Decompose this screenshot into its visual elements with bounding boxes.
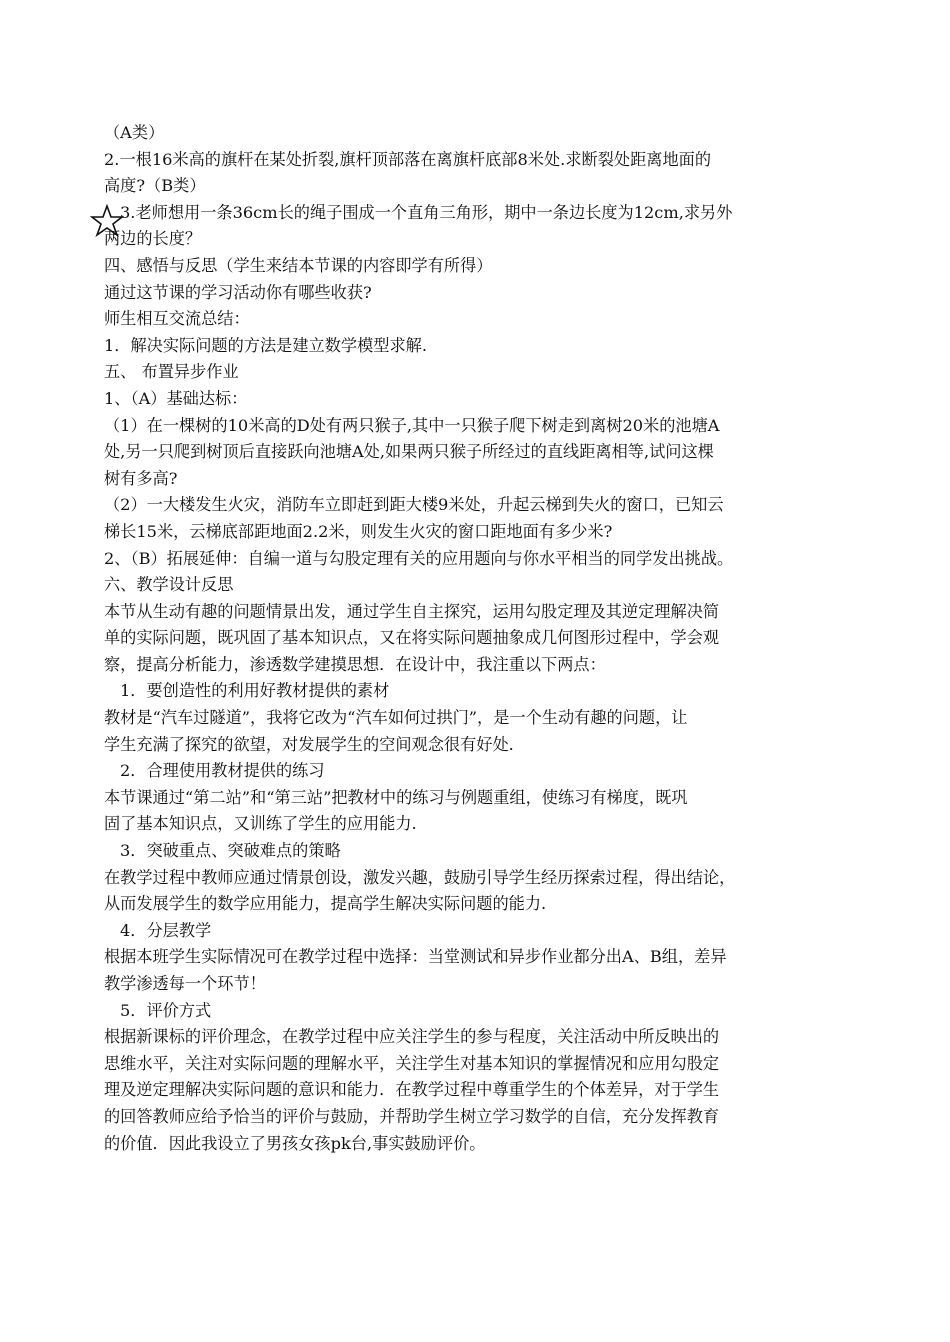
text-line: 的回答教师应给予恰当的评价与鼓励，并帮助学生树立学习数学的自信，充分发挥教育 (104, 1106, 720, 1126)
text-line: 师生相互交流总结： (104, 309, 250, 329)
subheading: 1．要创造性的利用好教材提供的素材 (120, 681, 390, 701)
text-line: 2.一根16米高的旗杆在某处折裂,旗杆顶部落在离旗杆底部8米处.求断裂处距离地面的 (104, 149, 712, 169)
text-line: （2）一大楼发生火灾，消防车立即赶到距大楼9米处，升起云梯到失火的窗口，已知云 (104, 495, 724, 515)
text-line: 教材是“汽车过隧道”，我将它改为“汽车如何过拱门”，是一个生动有趣的问题，让 (104, 708, 688, 728)
text-line: 根据新课标的评价理念，在教学过程中应关注学生的参与程度，关注活动中所反映出的 (104, 1027, 720, 1047)
text-line: 本节课通过“第二站”和“第三站”把教材中的练习与例题重组，使练习有梯度，既巩 (104, 787, 688, 807)
text-line: 固了基本知识点，又训练了学生的应用能力. (104, 814, 417, 834)
subheading: 2．合理使用教材提供的练习 (120, 761, 325, 781)
text-line: 处,另一只爬到树顶后直接跃向池塘A处,如果两只猴子所经过的直线距离相等,试问这棵 (104, 442, 714, 462)
text-line: 1、（A）基础达标： (104, 388, 248, 408)
text-line: 1．解决实际问题的方法是建立数学模型求解. (104, 335, 428, 355)
text-line: 梯长15米，云梯底部距地面2.2米，则发生火灾的窗口距地面有多少米? (104, 521, 613, 541)
section-heading: 五、 布置异步作业 (104, 362, 239, 382)
subheading: 4．分层教学 (120, 920, 212, 940)
section-heading: 四、感悟与反思（学生来结本节课的内容即学有所得） (104, 255, 493, 275)
text-line: 单的实际问题，既巩固了基本知识点，又在将实际问题抽象成几何图形过程中，学会观 (104, 628, 720, 648)
text-line: 在教学过程中教师应通过情景创设，激发兴趣，鼓励引导学生经历探索过程，得出结论， (104, 867, 736, 887)
subheading: 5．评价方式 (120, 1000, 212, 1020)
text-line: 理及逆定理解决实际问题的意识和能力．在教学过程中尊重学生的个体差异，对于学生 (104, 1080, 720, 1100)
subheading: 3．突破重点、突破难点的策略 (120, 841, 341, 861)
text-line: 高度?（B类） (104, 176, 206, 196)
text-line: 本节从生动有趣的问题情景出发，通过学生自主探究，运用勾股定理及其逆定理解决简 (104, 601, 720, 621)
text-line: 的价值．因此我设立了男孩女孩pk台,事实鼓励评价。 (104, 1133, 486, 1153)
text-line: 思维水平，关注对实际问题的理解水平，关注学生对基本知识的掌握情况和应用勾股定 (104, 1053, 720, 1073)
section-heading: 六、教学设计反思 (104, 575, 234, 595)
text-line: 2、（B）拓展延伸：自编一道与勾股定理有关的应用题向与你水平相当的同学发出挑战。 (104, 548, 734, 568)
text-line: 根据本班学生实际情况可在教学过程中选择：当堂测试和异步作业都分出A、B组，差异 (104, 947, 727, 967)
text-line: 树有多高? (104, 468, 178, 488)
text-line: 两边的长度？ (104, 229, 202, 249)
text-line: （1）在一棵树的10米高的D处有两只猴子,其中一只猴子爬下树走到离树20米的池塘A (104, 415, 720, 435)
text-line: 从而发展学生的数学应用能力，提高学生解决实际问题的能力. (104, 894, 547, 914)
text-line: 学生充满了探究的欲望，对发展学生的空间观念很有好处. (104, 734, 514, 754)
document-page (104, 120, 850, 1157)
text-line: 察，提高分析能力，渗透数学建摸思想．在设计中，我注重以下两点： (104, 654, 606, 674)
text-line: （A类） (104, 123, 165, 142)
text-line: 教学渗透每一个环节！ (104, 974, 266, 993)
text-line: 通过这节课的学习活动你有哪些收获? (104, 282, 372, 302)
text-line: 3.老师想用一条36cm长的绳子围成一个直角三角形，期中一条边长度为12cm,求另外 (120, 202, 733, 222)
